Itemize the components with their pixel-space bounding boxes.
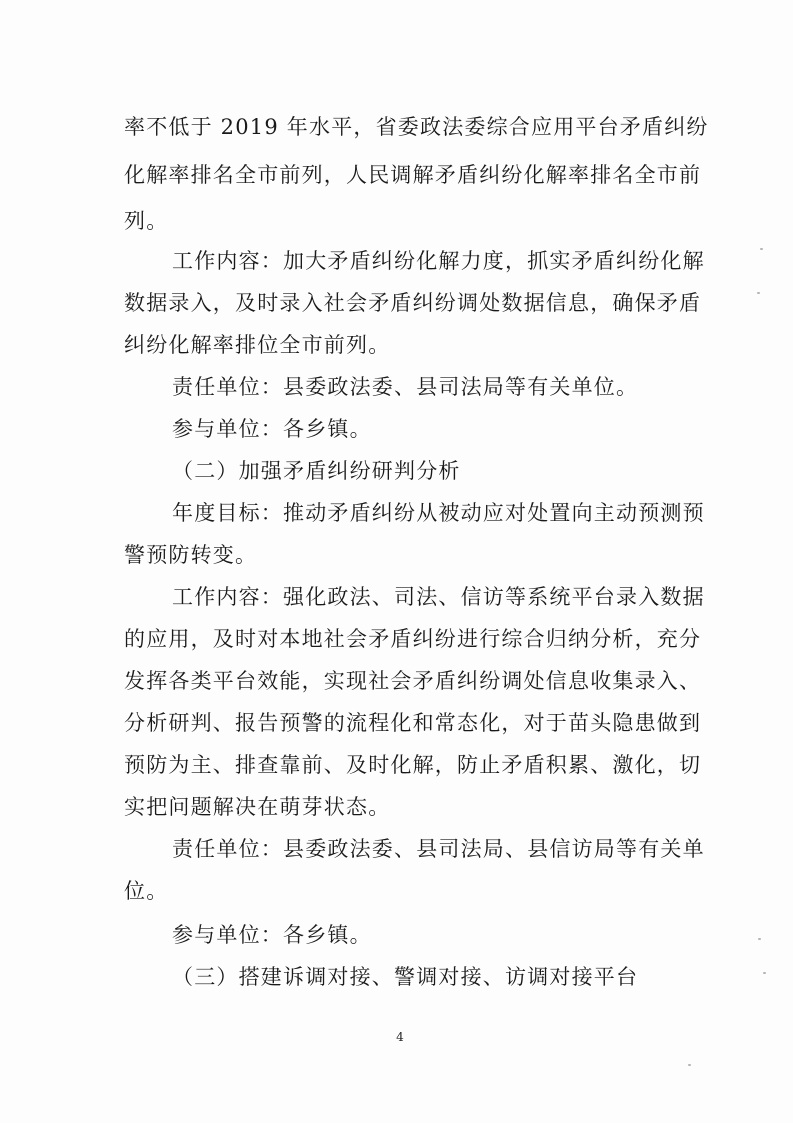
text-line: 数据录入，及时录入社会矛盾纠纷调处数据信息，确保矛盾 [124,291,702,315]
text-line: 率不低于 2019 年水平，省委政法委综合应用平台矛盾纠纷 [124,115,709,139]
text-line: 工作内容：强化政法、司法、信访等系统平台录入数据 [172,585,705,609]
text-line: 责任单位：县委政法委、县司法局、县信访局等有关单 [172,837,705,861]
text-line: 的应用，及时对本地社会矛盾纠纷进行综合归纳分析，充分 [124,627,702,651]
text-line: 实把问题解决在萌芽状态。 [124,795,391,819]
scan-speck [757,292,760,294]
text-line: 发挥各类平台效能，实现社会矛盾纠纷调处信息收集录入、 [124,669,702,693]
text-line: 年度目标：推动矛盾纠纷从被动应对处置向主动预测预 [172,501,705,525]
scan-speck [758,938,761,940]
section-heading: （三）搭建诉调对接、警调对接、访调对接平台 [172,965,639,989]
text-line: 分析研判、报告预警的流程化和常态化，对于苗头隐患做到 [124,711,702,735]
text-line: 化解率排名全市前列，人民调解矛盾纠纷化解率排名全市前 [124,163,702,187]
scan-speck [688,1064,691,1066]
scan-speck [763,972,766,974]
text-line: 责任单位：县委政法委、县司法局等有关单位。 [172,375,639,399]
scan-speck [760,248,763,250]
text-line: 位。 [124,879,169,903]
text-line: 参与单位：各乡镇。 [172,417,372,441]
text-line: 警预防转变。 [124,543,258,567]
text-line: 预防为主、排查靠前、及时化解，防止矛盾积累、激化，切 [124,753,702,777]
text-line: 纠纷化解率排位全市前列。 [124,333,391,357]
text-line: 参与单位：各乡镇。 [172,923,372,947]
section-heading: （二）加强矛盾纠纷研判分析 [172,459,461,483]
text-line: 工作内容：加大矛盾纠纷化解力度，抓实矛盾纠纷化解 [172,249,705,273]
text-line: 列。 [124,209,169,233]
page-number: 4 [396,1030,404,1044]
